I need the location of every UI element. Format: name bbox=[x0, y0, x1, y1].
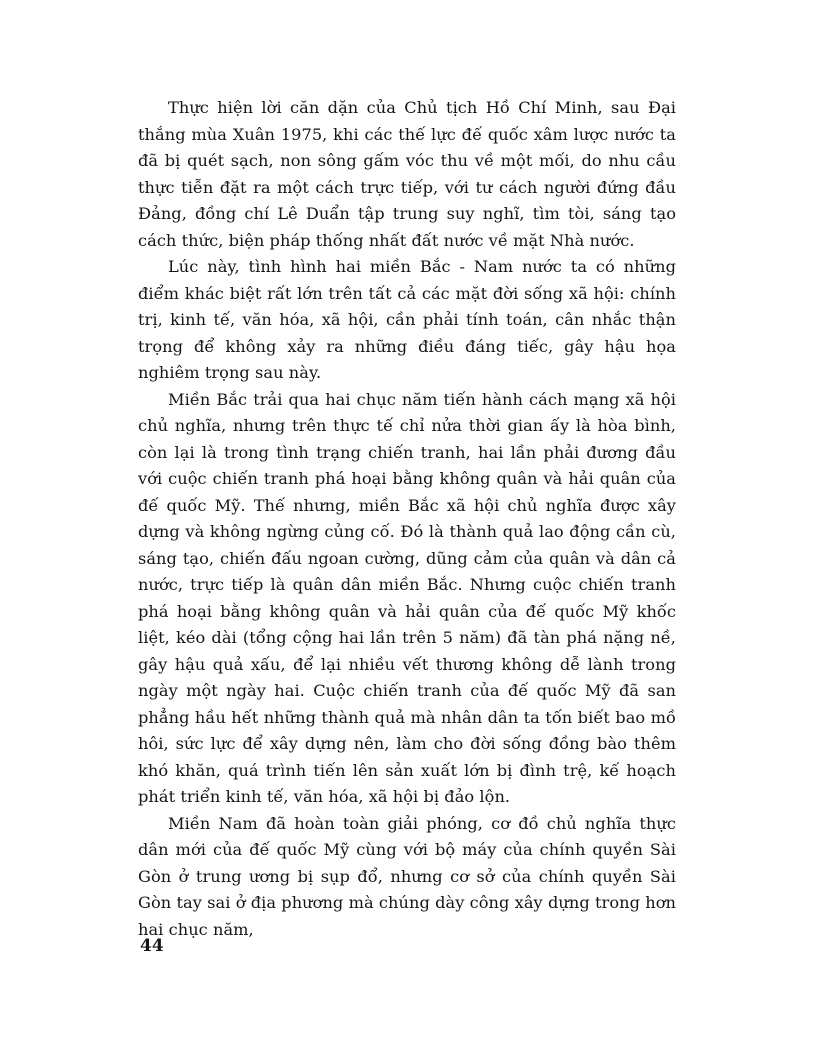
paragraph-2: Lúc này, tình hình hai miền Bắc - Nam nước ta có những điểm khác biệt rất lớn trên tất cả các mặt đời sống xã hội: chính trị, kinh tế, văn hóa, xã hội, cần phải tính toán, cân nhắc thận trọng để không xảy ra những điều đáng tiếc, gây hậu họa nghiêm trọng sau này. bbox=[138, 257, 676, 382]
paragraph-4: Miền Nam đã hoàn toàn giải phóng, cơ đồ chủ nghĩa thực dân mới của đế quốc Mỹ cùng với bộ máy của chính quyền Sài Gòn ở trung ương bị sụp đổ, nhưng cơ sở của chính quyền Sài Gòn tay sai ở địa phương mà chúng dày công xây dựng trong hơn hai chục năm, bbox=[138, 813, 676, 939]
page-number: 44 bbox=[140, 936, 164, 956]
paragraph-1: Thực hiện lời căn dặn của Chủ tịch Hồ Chí Minh, sau Đại thắng mùa Xuân 1975, khi các thế lực đế quốc xâm lược nước ta đã bị quét sạch, non sông gấm vóc thu về một mối, do nhu cầu thực tiễn đặt ra một cách trực tiếp, với tư cách người đứng đầu Đảng, đồng chí Lê Duẩn tập trung suy nghĩ, tìm tòi, sáng tạo cách thức, biện pháp thống nhất đất nước về mặt Nhà nước. bbox=[138, 98, 676, 250]
body-text bbox=[138, 95, 676, 943]
paragraph-3: Miền Bắc trải qua hai chục năm tiến hành cách mạng xã hội chủ nghĩa, nhưng trên thực tế chỉ nửa thời gian ấy là hòa bình, còn lại là trong tình trạng chiến tranh, hai lần phải đương đầu với cuộc chiến tranh phá hoại bằng không quân và hải quân của đế quốc Mỹ. Thế nhưng, miền Bắc xã hội chủ nghĩa được xây dựng và không ngừng củng cố. Đó là thành quả lao động cần cù, sáng tạo, chiến đấu ngoan cường, dũng cảm của quân và dân cả nước, trực tiếp là quân dân miền Bắc. Nhưng cuộc chiến tranh phá hoại bằng không quân và hải quân của đế quốc Mỹ khốc liệt, kéo dài (tổng cộng hai lần trên 5 năm) đã tàn phá nặng nề, gây hậu quả xấu, để lại nhiều vết thương không dễ lành trong ngày một ngày hai. Cuộc chiến tranh của đế quốc Mỹ đã san phẳng hầu hết những thành quả mà nhân dân ta tốn biết bao mồ hôi, sức lực để xây dựng nên, làm cho đời sống đồng bào thêm khó khăn, quá trình tiến lên sản xuất lớn bị đình trệ, kế hoạch phát triển kinh tế, văn hóa, xã hội bị đảo lộn. bbox=[138, 389, 676, 806]
